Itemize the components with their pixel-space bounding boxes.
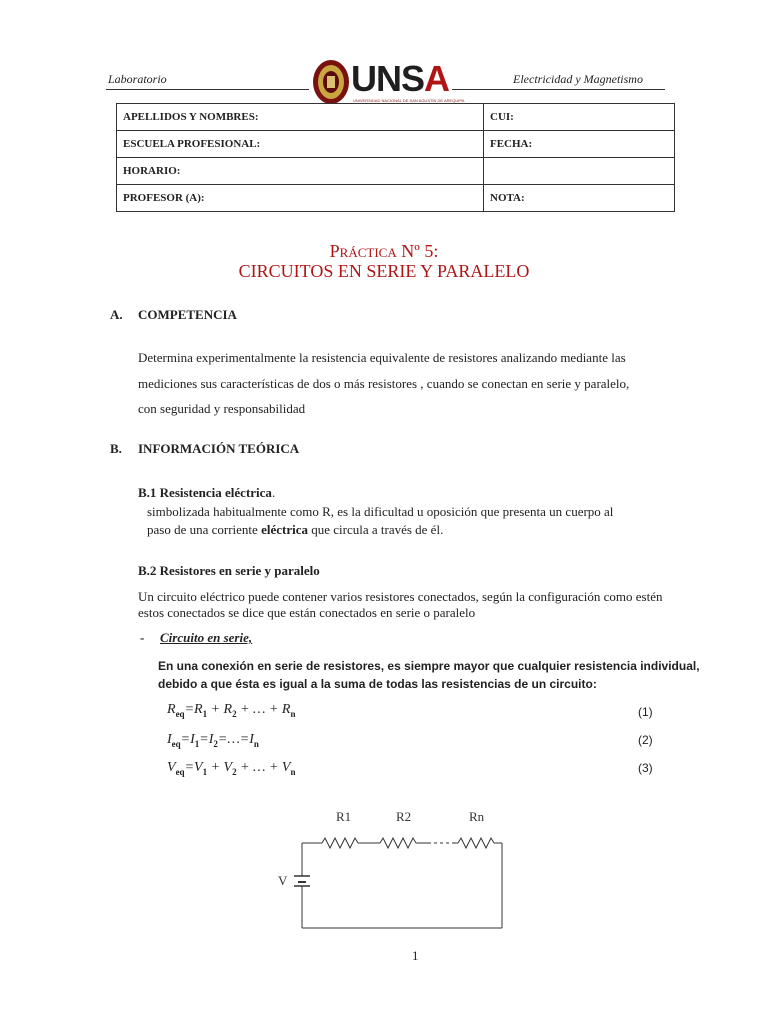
label-v: V <box>278 873 288 888</box>
section-b-heading: INFORMACIÓN TEÓRICA <box>138 441 300 456</box>
equation-1: $R_{eq}=R_1 + R_2$ + … + $R_n$ <box>167 702 296 719</box>
equation-3-number: (3) <box>638 761 653 775</box>
bullet-dash: - <box>140 630 145 645</box>
table-cell: APELLIDOS Y NOMBRES: <box>117 104 484 131</box>
series-heading: Circuito en serie, <box>160 630 253 645</box>
table-cell <box>484 158 675 185</box>
logo-subtext: UNIVERSIDAD NACIONAL DE SAN AGUSTÍN DE AREQUIPA <box>353 98 465 103</box>
student-info-table <box>116 103 675 212</box>
label-rn: Rn <box>469 809 485 824</box>
table-cell: FECHA: <box>484 131 675 158</box>
table-row <box>117 158 675 185</box>
seal-icon <box>311 58 351 106</box>
unsa-logo <box>311 58 465 106</box>
section-b-label: B. <box>110 441 122 456</box>
resistor-rn-symbol <box>458 838 494 848</box>
equation-2-number: (2) <box>638 733 653 747</box>
b2-line-2: estos conectados se dice que están conectados en serie o paralelo <box>138 605 476 620</box>
competencia-line-1: Determina experimentalmente la resistencia equivalente de resistores analizando mediante las <box>138 350 626 365</box>
header-left-text: Laboratorio <box>108 72 167 86</box>
b2-heading: B.2 Resistores en serie y paralelo <box>138 563 320 578</box>
practice-title: PRÁCTICA Nº 5: <box>329 241 439 261</box>
equation-1-number: (1) <box>638 705 653 719</box>
b1-heading: B.1 Resistencia eléctrica. <box>138 485 276 500</box>
label-r2: R2 <box>396 809 412 824</box>
series-line-1: En una conexión en serie de resistores, es siempre mayor que cualquier resistencia individual, <box>158 659 700 673</box>
table-row <box>117 185 675 212</box>
logo-wordmark: UNSA <box>351 58 450 99</box>
competencia-line-2: mediciones sus características de dos o más resistores , cuando se conectan en serie y paralelo, <box>138 376 630 391</box>
table-cell: PROFESOR (A): <box>117 185 484 212</box>
b2-line-1: Un circuito eléctrico puede contener varios resistores conectados, según la configuración como estén <box>138 589 663 604</box>
equation-3: $V_{eq}=V_1 + V_2$ + … + $V_n$ <box>167 760 296 777</box>
table-row <box>117 104 675 131</box>
b1-line-2: paso de una corriente eléctrica que circula a través de él. <box>147 522 444 537</box>
header-right-rule <box>452 89 665 90</box>
series-circuit-diagram <box>270 800 520 940</box>
table-cell: HORARIO: <box>117 158 484 185</box>
b1-line-1: simbolizada habitualmente como R, es la dificultad u oposición que presenta un cuerpo al <box>147 504 614 519</box>
resistor-r2-symbol <box>380 838 416 848</box>
resistor-r1-symbol <box>322 838 358 848</box>
competencia-line-3: con seguridad y responsabilidad <box>138 401 306 416</box>
table-row <box>117 131 675 158</box>
section-a-heading: COMPETENCIA <box>138 307 237 322</box>
section-a-label: A. <box>110 307 123 322</box>
header-left-rule <box>106 89 309 90</box>
label-r1: R1 <box>336 809 352 824</box>
equation-2: $I_{eq}=I_1=I_2=\dots=I_n$ <box>167 732 259 749</box>
table-cell: NOTA: <box>484 185 675 212</box>
table-cell: ESCUELA PROFESIONAL: <box>117 131 484 158</box>
page-number: 1 <box>412 948 419 963</box>
practice-subtitle: CIRCUITOS EN SERIE Y PARALELO <box>238 261 530 281</box>
series-line-2: debido a que ésta es igual a la suma de todas las resistencias de un circuito: <box>158 677 597 691</box>
table-cell: CUI: <box>484 104 675 131</box>
header-right-text: Electricidad y Magnetismo <box>513 72 643 86</box>
